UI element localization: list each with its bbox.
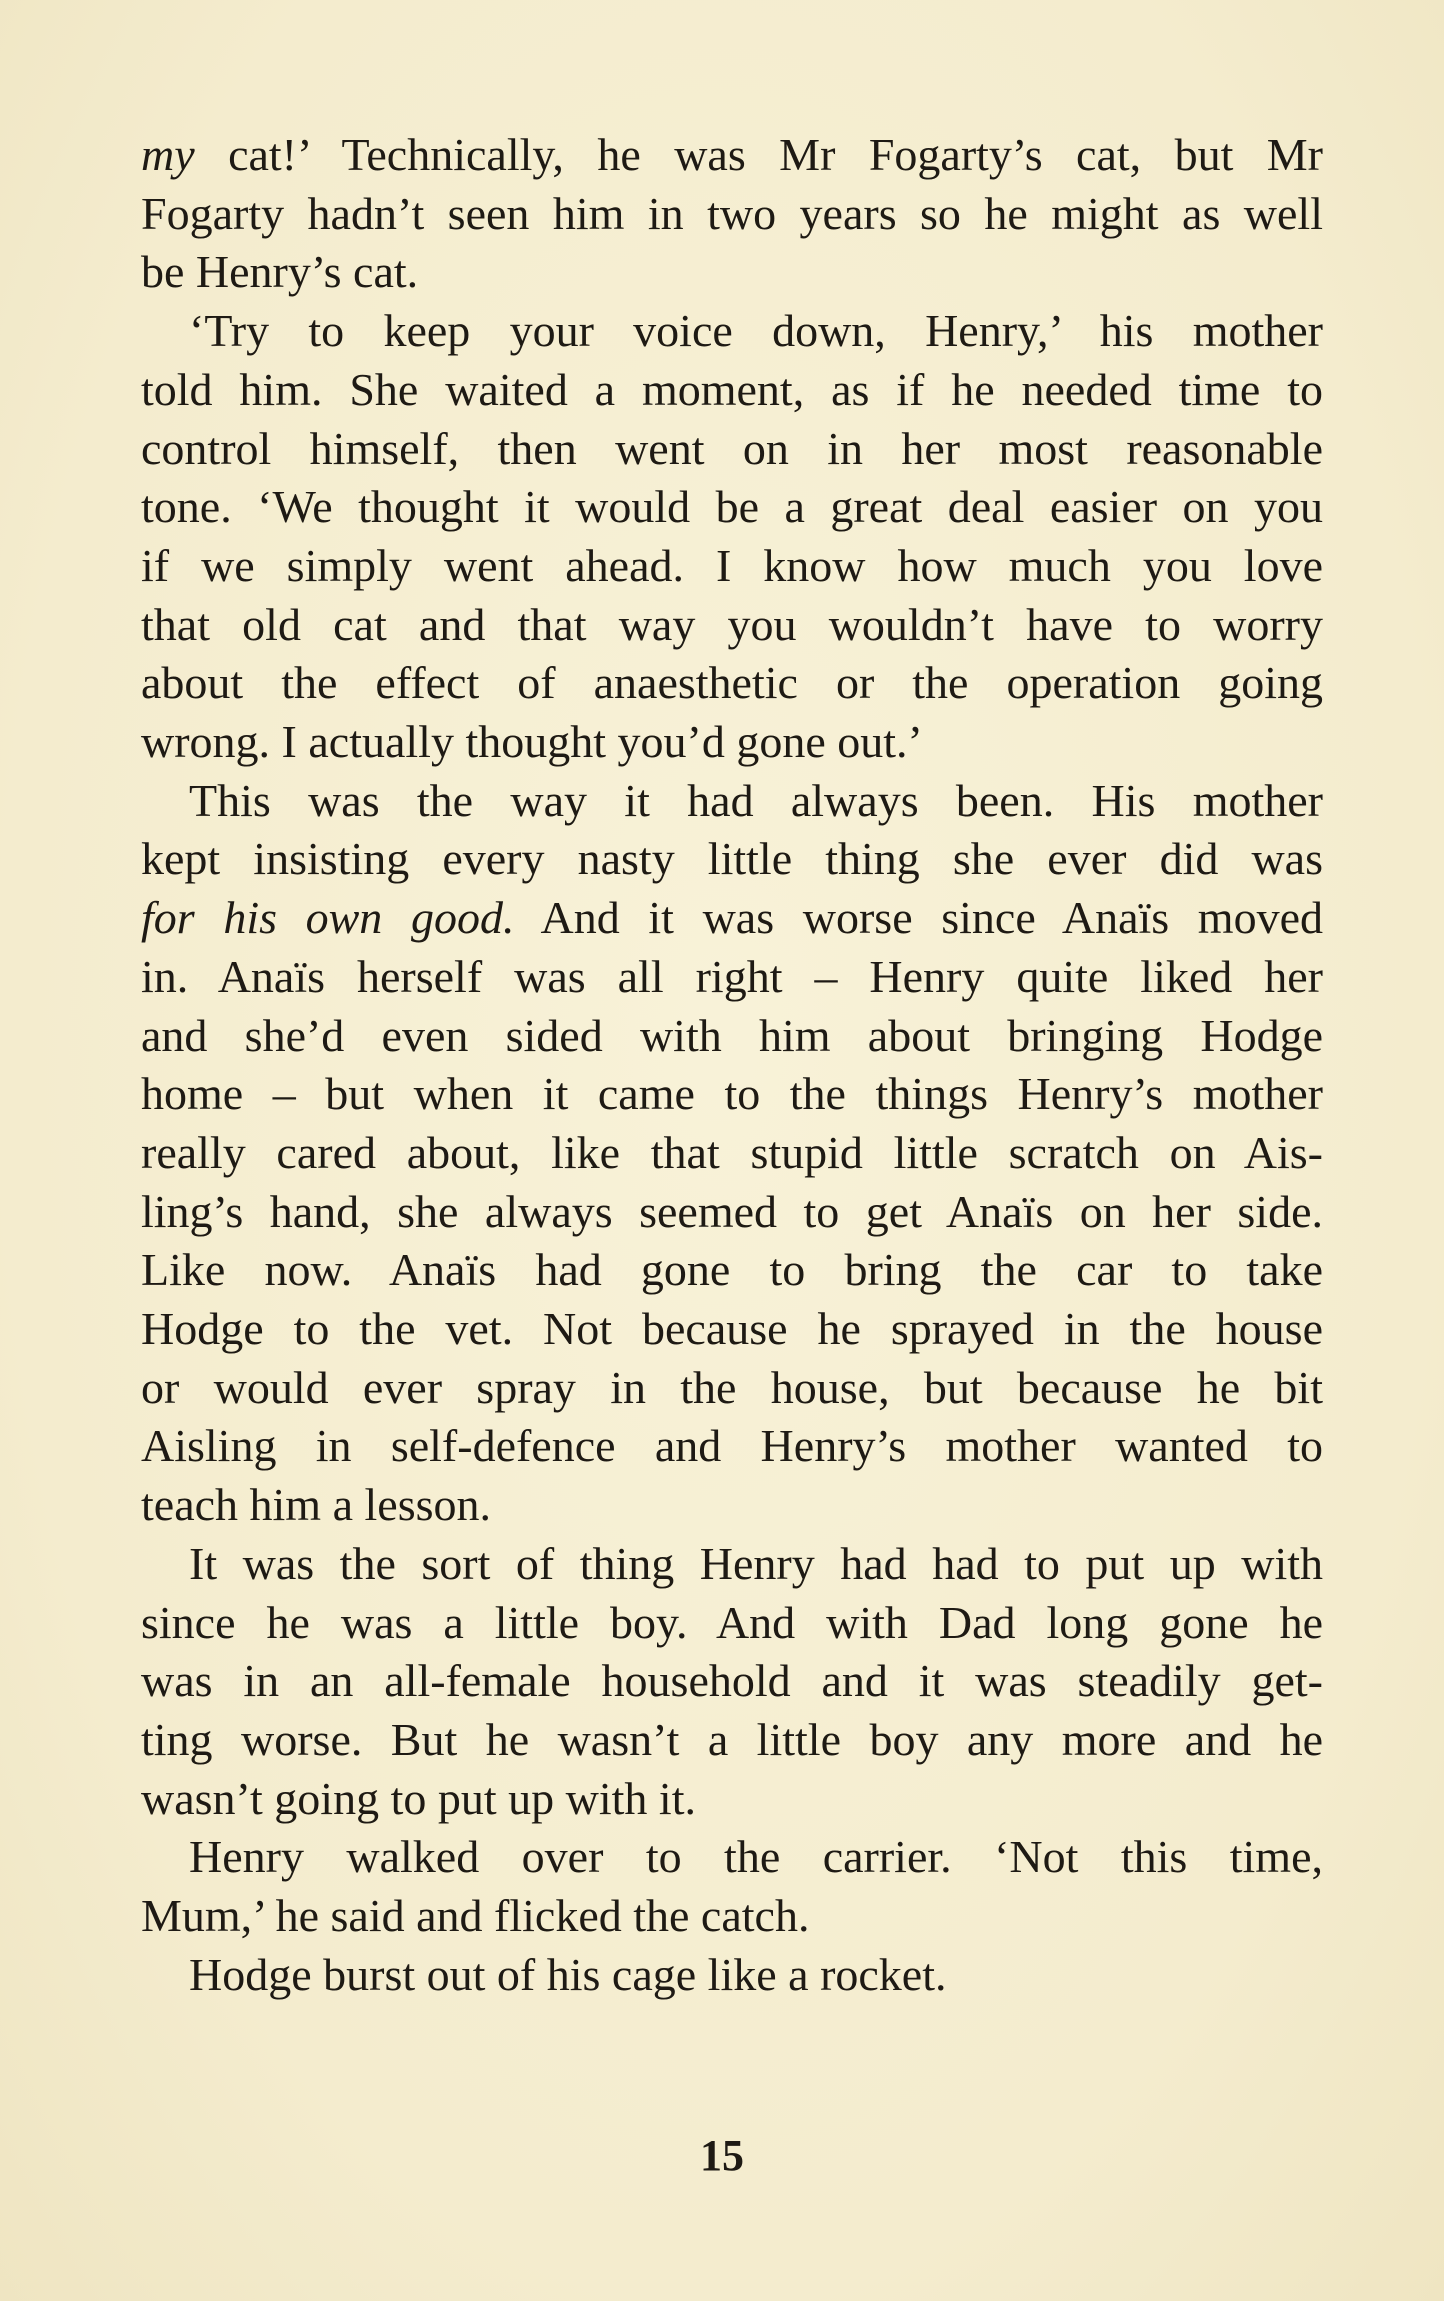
text-line: Mum,’ he said and flicked the catch. bbox=[141, 1890, 810, 1942]
text-line: ling’s hand, she always seemed to get Anaïs on her side. bbox=[141, 1185, 1323, 1237]
page-number: 15 bbox=[700, 2131, 744, 2180]
paragraph bbox=[141, 302, 1323, 772]
text-line: that old cat and that way you wouldn’t have to worry bbox=[141, 598, 1323, 650]
paragraph bbox=[141, 126, 1323, 302]
text-line: kept insisting every nasty little thing she ever did was bbox=[141, 833, 1323, 885]
text-line: teach him a lesson. bbox=[141, 1479, 492, 1531]
text-line: ting worse. But he wasn’t a little boy any more and he bbox=[141, 1713, 1323, 1765]
italic-text: my bbox=[141, 129, 195, 180]
text-line: told him. She waited a moment, as if he needed time to bbox=[141, 363, 1323, 415]
text-line: Hodge burst out of his cage like a rocket. bbox=[189, 1948, 947, 2000]
text-line: Like now. Anaïs had gone to bring the car to take bbox=[141, 1244, 1323, 1296]
text-line: control himself, then went on in her most reasonable bbox=[141, 422, 1323, 474]
text-line: and she’d even sided with him about bringing Hodge bbox=[141, 1009, 1323, 1061]
text-line: Henry walked over to the carrier. ‘Not this time, bbox=[189, 1831, 1323, 1883]
text-line: ‘Try to keep your voice down, Henry,’ his mother bbox=[189, 305, 1323, 357]
text-line: be Henry’s cat. bbox=[141, 246, 419, 298]
paragraph bbox=[141, 1828, 1323, 1945]
text-line: or would ever spray in the house, but because he bit bbox=[141, 1361, 1323, 1413]
text-line: if we simply went ahead. I know how much you love bbox=[141, 539, 1323, 591]
text-line: Hodge to the vet. Not because he sprayed in the house bbox=[141, 1303, 1323, 1355]
text-line: wrong. I actually thought you’d gone out.’ bbox=[141, 716, 923, 768]
text-line: in. Anaïs herself was all right – Henry quite liked her bbox=[141, 950, 1323, 1002]
text-line: home – but when it came to the things Henry’s mother bbox=[141, 1068, 1323, 1120]
text-line: wasn’t going to put up with it. bbox=[141, 1772, 696, 1824]
text-line: since he was a little boy. And with Dad long gone he bbox=[141, 1596, 1323, 1648]
italic-text: for his own good. bbox=[141, 892, 515, 944]
text-line: It was the sort of thing Henry had had to put up with bbox=[189, 1537, 1323, 1589]
body-text bbox=[141, 126, 1323, 2005]
text-line: about the effect of anaesthetic or the operation going bbox=[141, 657, 1323, 709]
text-line: This was the way it had always been. His mother bbox=[189, 774, 1323, 826]
text-line: really cared about, like that stupid little scratch on Ais- bbox=[141, 1126, 1323, 1178]
text-line: for his own good. And it was worse since Anaïs moved bbox=[141, 892, 1324, 944]
paragraph bbox=[141, 1946, 1323, 2005]
text-line: my cat!’ Technically, he was Mr Fogarty’s cat, but Mr bbox=[141, 129, 1323, 180]
paragraph bbox=[141, 772, 1323, 1535]
text-line: tone. ‘We thought it would be a great deal easier on you bbox=[141, 481, 1323, 533]
paragraph bbox=[141, 1535, 1323, 1829]
text-line: was in an all-female household and it was steadily get- bbox=[141, 1655, 1323, 1707]
text-line: Aisling in self-defence and Henry’s mother wanted to bbox=[141, 1420, 1323, 1472]
text-line: Fogarty hadn’t seen him in two years so he might as well bbox=[141, 187, 1323, 239]
